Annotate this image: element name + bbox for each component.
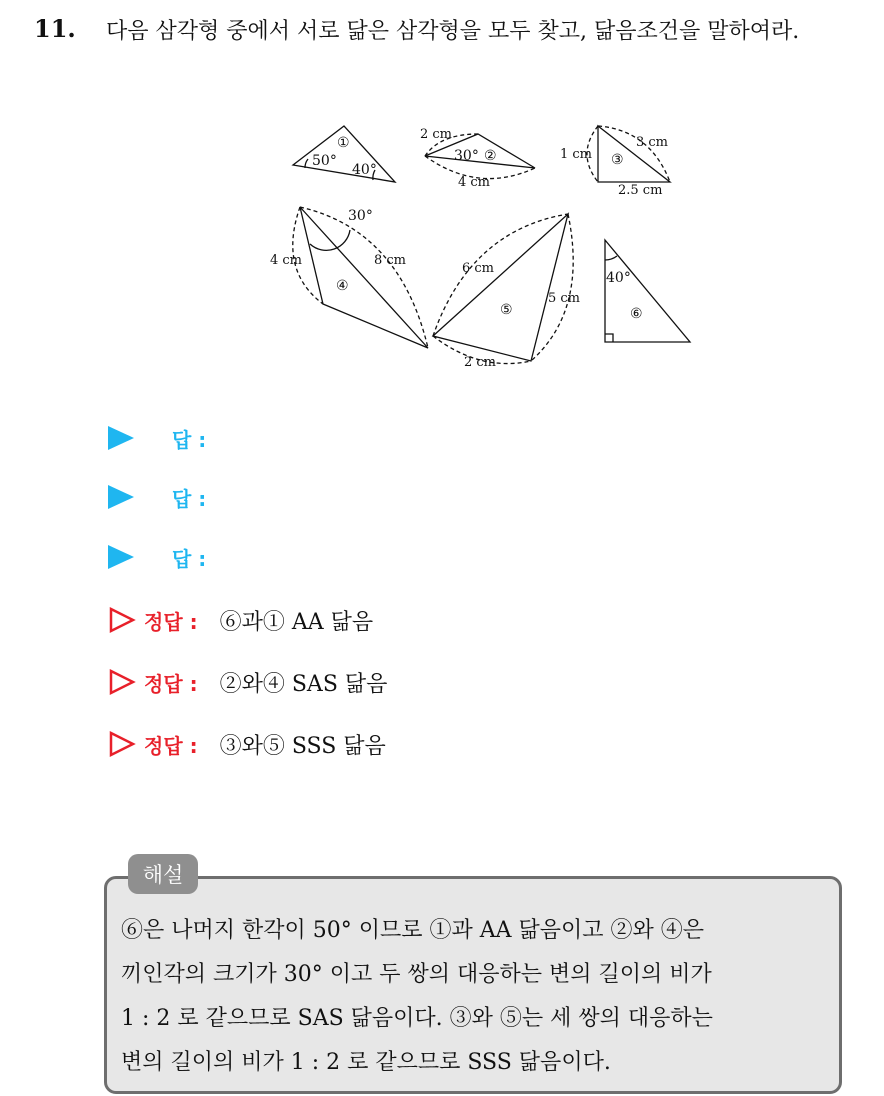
t1-angle-a: 50° [312, 153, 337, 169]
t4-angle: 30° [348, 208, 373, 224]
triangle-marker-icon [108, 426, 134, 450]
t4-number: ④ [336, 278, 349, 294]
triangle-6 [605, 240, 690, 342]
t1-angle-b: 40° [352, 162, 377, 178]
solution-row-3 [108, 727, 386, 761]
triangle-5 [433, 214, 568, 361]
explanation-box [104, 876, 842, 1094]
triangle-4 [300, 207, 428, 348]
answer-row-1 [108, 421, 206, 455]
question-text: 다음 삼각형 중에서 서로 닮은 삼각형을 모두 찾고, 닮음조건을 말하여라. [106, 19, 800, 44]
solution-label: 정답 : [144, 733, 198, 758]
triangle-diagram [250, 110, 710, 390]
question-number: 11. [34, 14, 76, 43]
t2-side-b: 4 cm [458, 175, 491, 190]
answer-label: 답 : [172, 546, 207, 571]
outline-triangle-icon [108, 606, 136, 634]
t6-number: ⑥ [630, 306, 643, 322]
t3-side-c: 2.5 cm [618, 183, 663, 198]
t5-side-c: 2 cm [464, 355, 497, 370]
explanation-line-2: 끼인각의 크기가 30° 이고 두 쌍의 대응하는 변의 길이의 비가 [121, 962, 712, 987]
explanation-text [121, 909, 827, 1085]
t6-angle: 40° [606, 270, 631, 286]
outline-triangle-icon [108, 668, 136, 696]
t2-angle: 30° [454, 148, 479, 164]
triangle-figure [250, 110, 710, 390]
t1-number: ① [337, 135, 350, 151]
triangle-marker-icon [108, 545, 134, 569]
explanation-line-4: 변의 길이의 비가 1 : 2 로 같으므로 SSS 닮음이다. [121, 1050, 611, 1075]
t3-number: ③ [611, 152, 624, 168]
explanation-line-1: ⑥은 나머지 한각이 50° 이므로 ①과 AA 닮음이고 ②와 ④은 [121, 918, 704, 943]
solution-text: ⑥과① AA 닮음 [219, 609, 374, 635]
explanation-tag: 해설 [128, 854, 198, 894]
solution-text: ③와⑤ SSS 닮음 [219, 733, 386, 759]
answer-row-2 [108, 480, 206, 514]
solution-row-1 [108, 603, 373, 637]
t3-side-b: 3 cm [636, 135, 669, 150]
answer-label: 답 : [172, 486, 207, 511]
t5-number: ⑤ [500, 302, 513, 318]
solution-row-2 [108, 665, 387, 699]
t5-side-a: 6 cm [462, 261, 495, 276]
solution-label: 정답 : [144, 671, 198, 696]
outline-triangle-icon [108, 730, 136, 758]
t5-side-b: 5 cm [548, 291, 581, 306]
t4-side-a: 4 cm [270, 253, 303, 268]
t4-side-b: 8 cm [374, 253, 407, 268]
solution-label: 정답 : [144, 609, 198, 634]
triangle-marker-icon [108, 485, 134, 509]
solution-text: ②와④ SAS 닮음 [219, 671, 388, 697]
explanation-line-3: 1 : 2 로 같으므로 SAS 닮음이다. ③와 ⑤는 세 쌍의 대응하는 [121, 1006, 713, 1031]
t2-side-a: 2 cm [420, 127, 453, 142]
answer-row-3 [108, 540, 206, 574]
t3-side-a: 1 cm [560, 147, 593, 162]
t2-number: ② [484, 148, 497, 164]
answer-label: 답 : [172, 427, 207, 452]
